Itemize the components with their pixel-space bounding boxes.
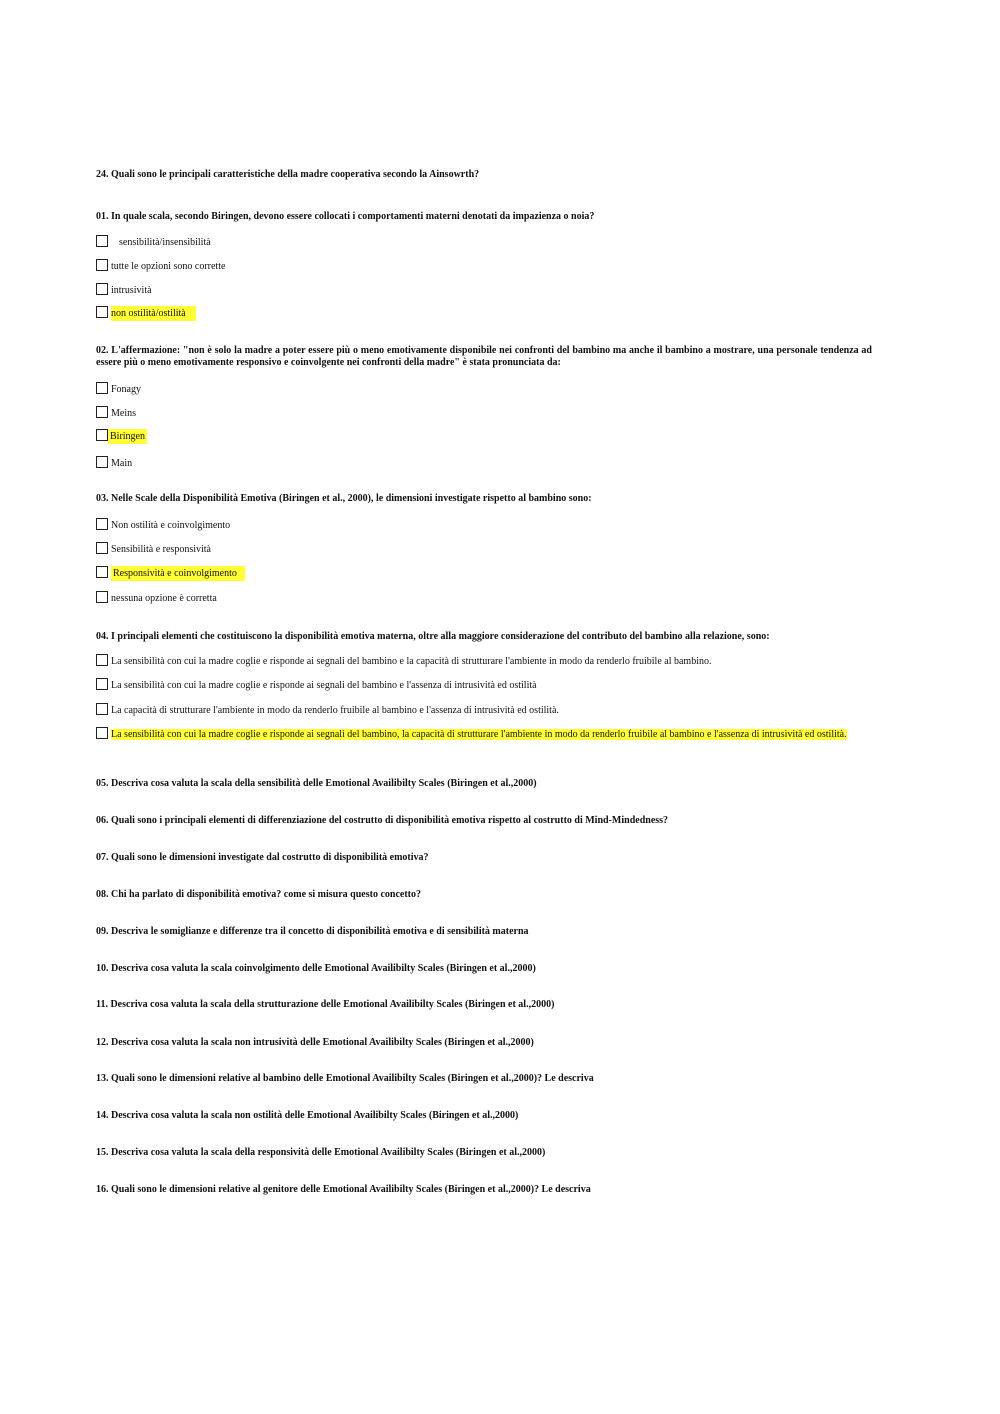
q01-option-3[interactable]: intrusività [96,283,152,297]
checkbox[interactable] [96,703,108,715]
checkbox[interactable] [96,382,108,394]
q02-option-4[interactable]: Main [96,456,132,470]
question-04: 04. I principali elementi che costituiscono la disponibilità emotiva materna, oltre alla maggiore considerazione del contributo del bambino alla relazione, sono: [96,631,770,642]
question-15: 15. Descriva cosa valuta la scala della responsività delle Emotional Availibilty Scales (Biringen et al.,2000) [96,1147,546,1158]
question-11: 11. Descriva cosa valuta la scala della strutturazione delle Emotional Availibilty Scales (Biringen et al.,2000) [96,999,555,1010]
checkbox[interactable] [96,542,108,554]
q03-option-4[interactable]: nessuna opzione è corretta [96,591,217,605]
q03-option-2[interactable]: Sensibilità e responsività [96,542,211,556]
checkbox[interactable] [96,456,108,468]
checkbox[interactable] [96,259,108,271]
checkbox[interactable] [96,678,108,690]
question-09: 09. Descriva le somiglianze e differenze tra il concetto di disponibilità emotiva e di sensibilità materna [96,926,529,937]
checkbox[interactable] [96,727,108,739]
question-05: 05. Descriva cosa valuta la scala della sensibilità delle Emotional Availibilty Scales (Biringen et al.,2000) [96,778,537,789]
checkbox[interactable] [96,406,108,418]
q02-option-1[interactable]: Fonagy [96,382,141,396]
q04-option-1[interactable]: La sensibilità con cui la madre coglie e risponde ai segnali del bambino e la capacità di strutturare l'ambiente in modo da renderlo fruibile al bambino. [96,654,711,668]
question-02: 02. L'affermazione: "non è solo la madre a poter essere più o meno emotivamente disponibile nei confronti del bambino ma anche il bambino a mostrare, una personale tendenza ad essere più o meno emotivamente responsivo e coinvolgente nei confronti della madre" è stata pronunciata da: [96,345,872,368]
question-16: 16. Quali sono le dimensioni relative al genitore delle Emotional Availibilty Scales (Biringen et al.,2000)? Le descriva [96,1184,591,1195]
question-10: 10. Descriva cosa valuta la scala coinvolgimento delle Emotional Availibilty Scales (Biringen et al.,2000) [96,963,536,974]
checkbox[interactable] [96,235,108,247]
question-01: 01. In quale scala, secondo Biringen, devono essere collocati i comportamenti materni denotati da impazienza o noia? [96,211,595,222]
checkbox[interactable] [96,283,108,295]
q01-option-4-highlighted[interactable]: non ostilità/ostilità [96,306,196,320]
q03-option-3-highlighted[interactable]: Responsività e coinvolgimento [96,566,245,580]
checkbox[interactable] [96,518,108,530]
question-06: 06. Quali sono i principali elementi di differenziazione del costrutto di disponibilità emotiva rispetto al costrutto di Mind-Mindedness? [96,815,669,826]
checkbox[interactable] [96,566,108,578]
q04-option-2[interactable]: La sensibilità con cui la madre coglie e risponde ai segnali del bambino e l'assenza di intrusività ed ostilità [96,678,537,692]
question-08: 08. Chi ha parlato di disponibilità emotiva? come si misura questo concetto? [96,889,422,900]
q02-option-2[interactable]: Meins [96,406,136,420]
question-03: 03. Nelle Scale della Disponibilità Emotiva (Biringen et al., 2000), le dimensioni investigate rispetto al bambino sono: [96,493,592,504]
question-13: 13. Quali sono le dimensioni relative al bambino delle Emotional Availibilty Scales (Biringen et al.,2000)? Le descriva [96,1073,594,1084]
checkbox[interactable] [96,429,108,441]
q04-option-4-highlighted[interactable]: La sensibilità con cui la madre coglie e risponde ai segnali del bambino, la capacità di strutturare l'ambiente in modo da renderlo fruibile al bambino e l'assenza di intrusività ed ostilità. [96,727,860,742]
question-24: 24. Quali sono le principali caratteristiche della madre cooperativa secondo la Ainsowrth? [96,169,480,180]
q02-option-3-highlighted[interactable]: Biringen [96,429,147,443]
checkbox[interactable] [96,591,108,603]
q03-option-1[interactable]: Non ostilità e coinvolgimento [96,518,230,532]
question-14: 14. Descriva cosa valuta la scala non ostilità delle Emotional Availibilty Scales (Biringen et al.,2000) [96,1110,519,1121]
q01-option-2[interactable]: tutte le opzioni sono corrette [96,259,225,273]
question-12: 12. Descriva cosa valuta la scala non intrusività delle Emotional Availibilty Scales (Biringen et al.,2000) [96,1037,534,1048]
q01-option-1[interactable]: sensibilità/insensibilità [96,235,211,249]
checkbox[interactable] [96,654,108,666]
q04-option-3[interactable]: La capacità di strutturare l'ambiente in modo da renderlo fruibile al bambino e l'assenza di intrusività ed ostilità. [96,703,559,717]
question-07: 07. Quali sono le dimensioni investigate dal costrutto di disponibilità emotiva? [96,852,429,863]
checkbox[interactable] [96,306,108,318]
